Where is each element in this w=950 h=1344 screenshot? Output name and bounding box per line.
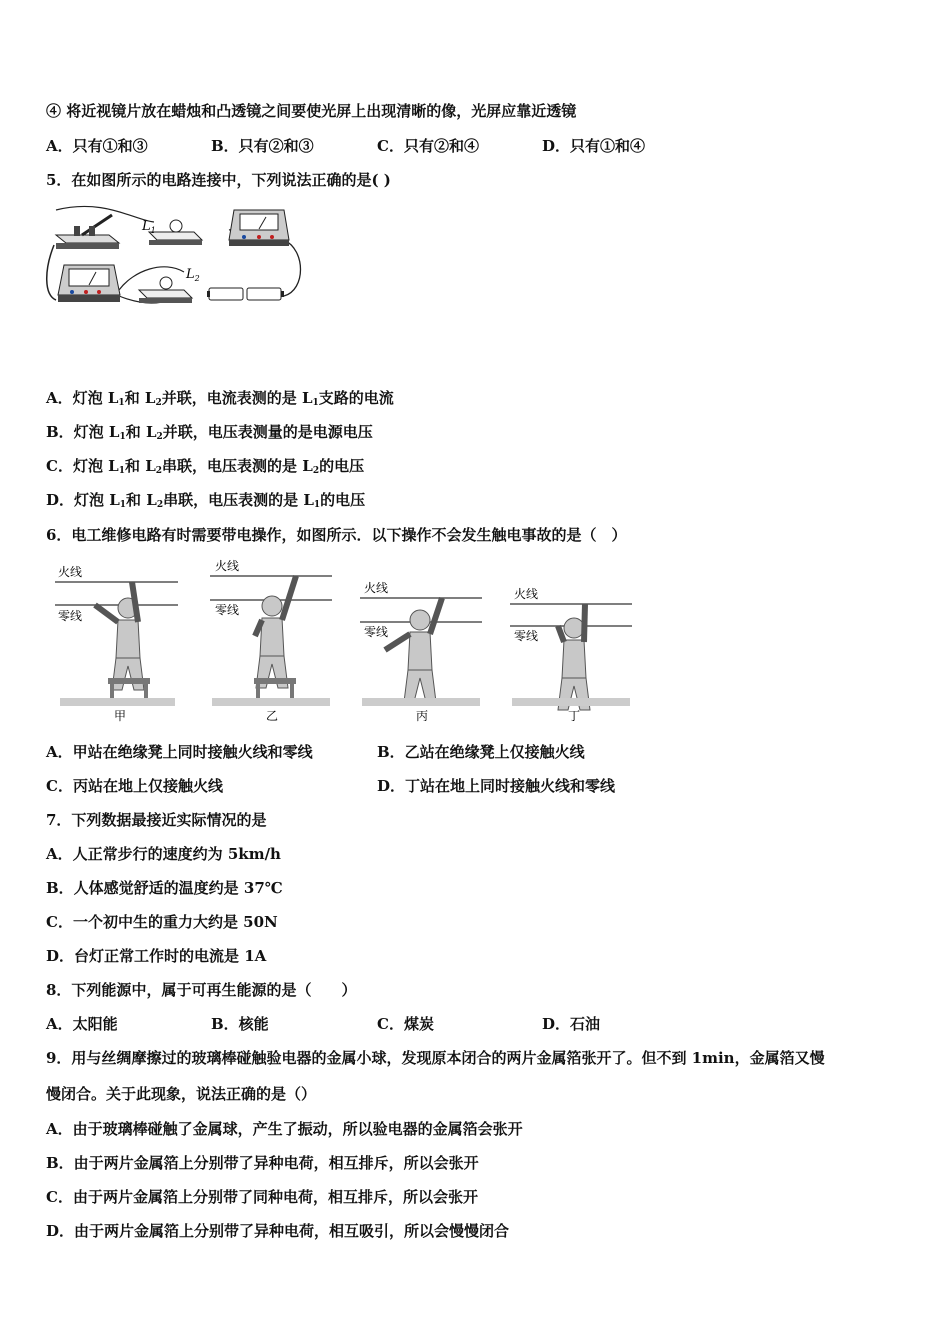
q4-option-a: A．只有①和③ (46, 137, 148, 155)
q9-option-c: C．由于两片金属箔上分别带了同种电荷，相互排斥，所以会张开 (46, 1188, 478, 1206)
caption-bing: 丙 (416, 709, 429, 723)
q6-option-b: B．乙站在绝缘凳上仅接触火线 (377, 743, 585, 761)
bulb-l2 (139, 267, 200, 303)
q9-stem-line1: 9．用与丝绸摩擦过的玻璃棒碰触验电器的金属小球，发现原本闭合的两片金属箔张开了。但不到 1min，金属箔又慢 (46, 1049, 825, 1067)
q7-option-c: C．一个初中生的重力大约是 50N (46, 913, 278, 931)
switch (56, 215, 119, 249)
svg-text:零线: 零线 (364, 625, 389, 639)
q9-option-b: B．由于两片金属箔上分别带了异种电荷，相互排斥，所以会张开 (46, 1154, 479, 1172)
label-neutral: 零线 (58, 609, 83, 623)
q6-option-a: A．甲站在绝缘凳上同时接触火线和零线 (46, 743, 313, 761)
q4-option-d: D．只有①和④ (542, 137, 646, 155)
q4-option-b: B．只有②和③ (211, 137, 314, 155)
q8-stem: 8．下列能源中，属于可再生能源的是（ ） (46, 981, 357, 999)
q8-option-d: D．石油 (542, 1015, 601, 1033)
q9-stem-line2: 慢闭合。关于此现象，说法正确的是（） (46, 1085, 317, 1103)
q7-option-a: A．人正常步行的速度约为 5km/h (46, 845, 281, 863)
caption-yi: 乙 (266, 709, 279, 723)
panel-ding (510, 586, 632, 723)
caption-ding: 丁 (568, 709, 581, 723)
q8-option-b: B．核能 (211, 1015, 269, 1033)
wire (119, 267, 184, 290)
battery-pack (207, 288, 284, 300)
caption-jia: 甲 (114, 709, 127, 723)
label-live: 火线 (58, 565, 83, 579)
q7-option-d: D．台灯正常工作时的电流是 1A (46, 947, 267, 965)
q5-stem: 5．在如图所示的电路连接中，下列说法正确的是( ) (46, 171, 391, 189)
q9-option-a: A．由于玻璃棒碰触了金属球，产生了振动，所以验电器的金属箔会张开 (46, 1120, 523, 1138)
panel-jia (55, 564, 178, 723)
svg-text:火线: 火线 (514, 587, 539, 601)
svg-text:零线: 零线 (514, 629, 539, 643)
q4-option-c: C．只有②和④ (377, 137, 479, 155)
panel-yi (210, 558, 332, 723)
q7-option-b: B．人体感觉舒适的温度约是 37℃ (46, 879, 283, 897)
q5-option-a: A．灯泡 $L_1$和 $L_2$并联，电流表测的是 $L_1$支路的电流 (46, 389, 394, 408)
q8-option-a: A．太阳能 (46, 1015, 118, 1033)
panel-bing (360, 580, 482, 723)
meter-top (229, 210, 289, 246)
label-l1: $L_1$ (142, 219, 156, 235)
q7-stem: 7．下列数据最接近实际情况的是 (46, 811, 267, 829)
q6-option-d: D．丁站在地上同时接触火线和零线 (377, 777, 616, 795)
meter-left (58, 265, 120, 302)
wire (284, 240, 301, 296)
svg-text:火线: 火线 (364, 581, 389, 595)
circuit-figure (44, 200, 304, 320)
q9-option-d: D．由于两片金属箔上分别带了异种电荷，相互吸引，所以会慢慢闭合 (46, 1222, 510, 1240)
bulb-l1 (141, 219, 202, 245)
q4-item4: ④ 将近视镜片放在蜡烛和凸透镜之间要使光屏上出现清晰的像，光屏应靠近透镜 (46, 102, 577, 120)
q6-stem: 6．电工维修电路有时需要带电操作，如图所示．以下操作不会发生触电事故的是（ ） (46, 526, 627, 544)
label-l2: $L_2$ (186, 267, 200, 283)
wire (47, 245, 56, 300)
svg-text:火线: 火线 (215, 559, 240, 573)
electrician-figure (50, 558, 640, 728)
svg-text:零线: 零线 (215, 603, 240, 617)
q6-option-c: C．丙站在地上仅接触火线 (46, 777, 223, 795)
q5-option-c: C．灯泡 $L_1$和 $L_2$串联，电压表测的是 $L_2$的电压 (46, 457, 365, 476)
q5-option-d: D．灯泡 $L_1$和 $L_2$串联，电压表测的是 $L_1$的电压 (46, 491, 366, 510)
q8-option-c: C．煤炭 (377, 1015, 434, 1033)
q5-option-b: B．灯泡 $L_1$和 $L_2$并联，电压表测量的是电源电压 (46, 423, 373, 442)
